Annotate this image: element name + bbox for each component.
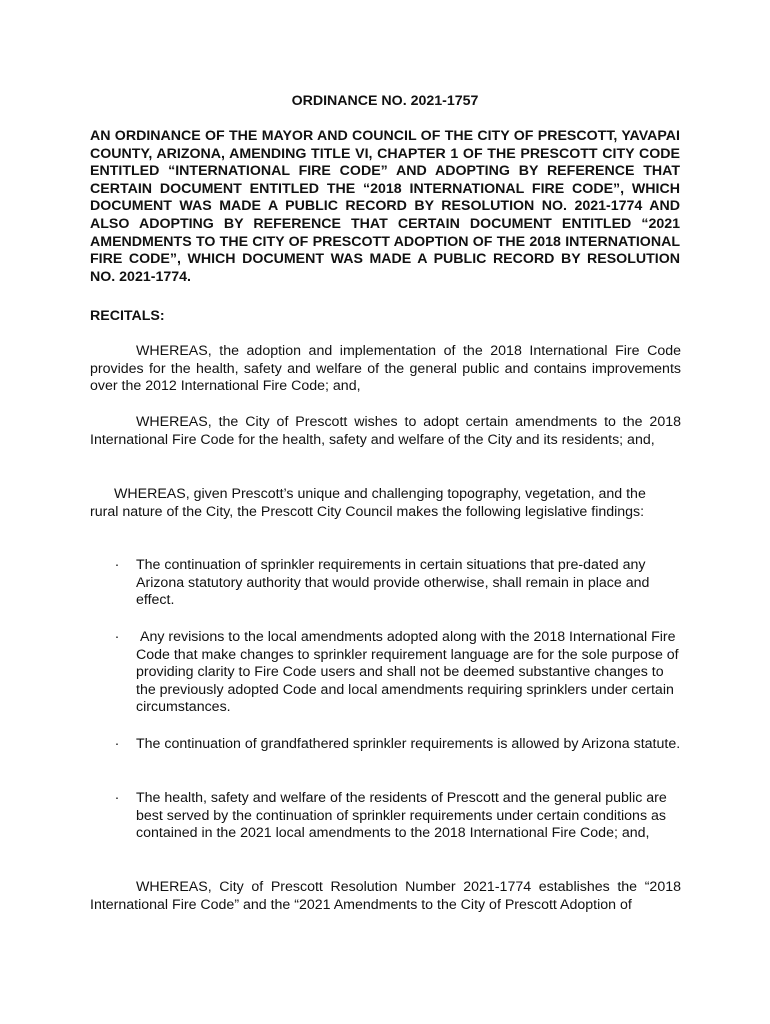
recital-paragraph-4: WHEREAS, City of Prescott Resolution Number 2021-1774 establishes the “2018 International Fire Code” and the “2021 Amendments to the City of Prescott Adoption of [90, 879, 681, 913]
recitals-heading: RECITALS: [90, 308, 165, 324]
recital-paragraph-3: WHEREAS, given Prescott’s unique and challenging topography, vegetation, and the rural nature of the City, the Prescott City Council makes the following legislative findings: [90, 486, 646, 520]
recital-paragraph-2: WHEREAS, the City of Prescott wishes to adopt certain amendments to the 2018 International Fire Code for the health, safety and welfare of the City and its residents; and, [90, 414, 681, 448]
ordinance-heading: AN ORDINANCE OF THE MAYOR AND COUNCIL OF THE CITY OF PRESCOTT, YAVAPAI COUNTY, ARIZONA, AMENDING TITLE VI, CHAPTER 1 OF THE PRESCOTT CITY CODE ENTITLED “INTERNATIONAL FIRE CODE” AND ADOPTING BY REFERENCE THAT CERTAIN DOCUMENT ENTITLED THE “2018 INTERNATIONAL FIRE CODE”, WHICH DOCUMENT WAS MADE A PUBLIC RECORD BY RESOLUTION NO. 2021-1774 AND ALSO ADOPTING BY REFERENCE THAT CERTAIN DOCUMENT ENTITLED “2021 AMENDMENTS TO THE CITY OF PRESCOTT ADOPTION OF THE 2018 INTERNATIONAL FIRE CODE”, WHICH DOCUMENT WAS MADE A PUBLIC RECORD BY RESOLUTION NO. 2021-1774. [90, 128, 680, 285]
bullet-marker: · [114, 790, 120, 806]
recital-paragraph-1: WHEREAS, the adoption and implementation of the 2018 International Fire Code provides for the health, safety and welfare of the general public and contains improvements over the 2012 International Fire Code; and, [90, 343, 681, 395]
bullet-marker: · [114, 557, 120, 573]
finding-item [112, 557, 682, 610]
finding-text: The continuation of sprinkler requirements in certain situations that pre-dated any Arizona statutory authority that would provide otherwise, shall remain in place and effect. [136, 557, 650, 609]
finding-item [112, 629, 682, 717]
finding-item [112, 736, 682, 754]
finding-text: The health, safety and welfare of the residents of Prescott and the general public are best served by the continuation of sprinkler requirements under certain conditions as contained in the 2021 local amendments to the 2018 International Fire Code; and, [136, 790, 667, 842]
bullet-marker: · [114, 736, 120, 752]
ordinance-title: ORDINANCE NO. 2021-1757 [291, 93, 479, 109]
finding-text: The continuation of grandfathered sprinkler requirements is allowed by Arizona statute. [136, 736, 681, 752]
finding-text: Any revisions to the local amendments adopted along with the 2018 International Fire Code that make changes to sprinkler requirement language are for the sole purpose of providing clarity to Fire Code users and shall not be deemed substantive changes to the previously adopted Code and local amendments requiring sprinklers under certain circumstances. [136, 629, 679, 716]
bullet-marker: · [114, 629, 120, 645]
finding-item [112, 790, 682, 843]
